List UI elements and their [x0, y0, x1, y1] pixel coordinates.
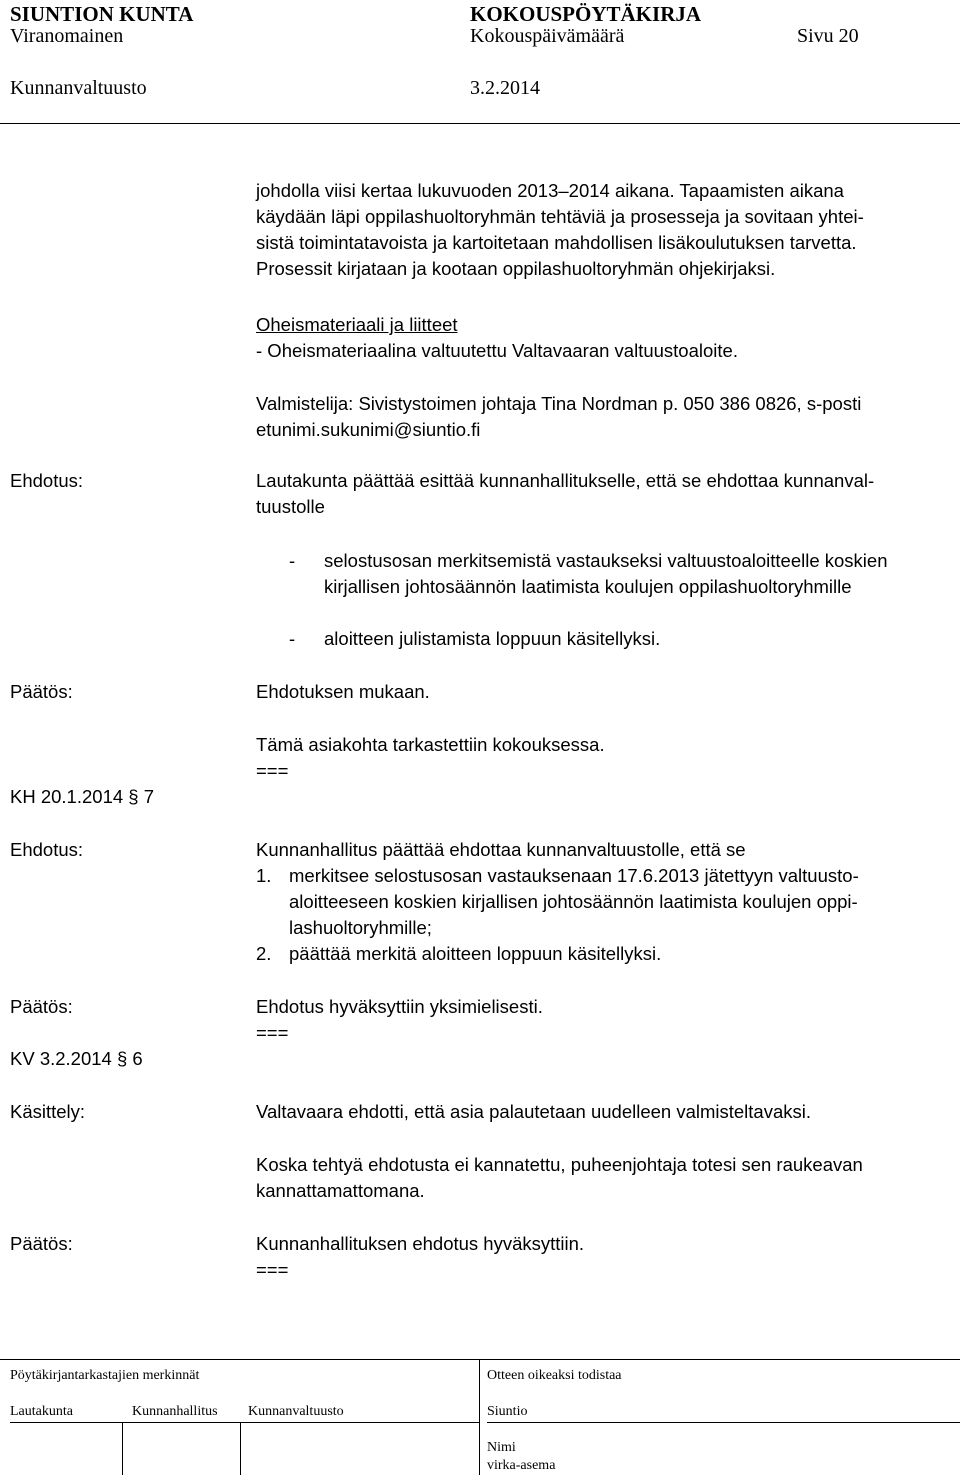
- intro-line: Prosessit kirjataan ja kootaan oppilashuoltoryhmän ohjekirjaksi.: [256, 258, 776, 279]
- kv-handling-label: Käsittely:: [10, 1101, 86, 1122]
- preparer-line: Valmistelija: Sivistystoimen johtaja Tina Nordman p. 050 386 0826, s-posti: [256, 393, 862, 414]
- signature-cell-divider: [122, 1422, 123, 1475]
- signature-line: [10, 1422, 479, 1423]
- checked-note: Tämä asiakohta tarkastettiin kokouksessa.: [256, 734, 605, 755]
- proposal-label: Ehdotus:: [10, 470, 84, 491]
- proposal-item-line: selostusosan merkitsemistä vastaukseksi valtuustoaloitteelle koskien: [324, 550, 888, 571]
- authority-name: Kunnanvaltuusto: [10, 77, 147, 99]
- kv-handling: Valtavaara ehdotti, että asia palautetaan uudelleen valmisteltavaksi.: [256, 1101, 812, 1122]
- decision-label: Päätös:: [10, 681, 73, 702]
- footer-divider: [0, 1359, 960, 1360]
- kv-handling-line: kannattamattomana.: [256, 1180, 425, 1201]
- checkers-label: Pöytäkirjantarkastajien merkinnät: [10, 1368, 200, 1383]
- intro-line: sistä toimintatavoista ja kartoitetaan mahdollisen lisäkoulutuksen tarvetta.: [256, 232, 857, 253]
- certified-label: Otteen oikeaksi todistaa: [487, 1368, 622, 1383]
- attachments-section: [256, 312, 738, 364]
- list-dash: -: [289, 628, 296, 649]
- separator: ===: [256, 1022, 289, 1043]
- meeting-date-label: Kokouspäivämäärä: [470, 25, 625, 47]
- proposal-text: [256, 468, 874, 520]
- header-divider: [0, 123, 960, 124]
- kh-item-line: päättää merkitä aloitteen loppuun käsitellyksi.: [289, 943, 662, 964]
- decision-text: Ehdotuksen mukaan.: [256, 681, 430, 702]
- footer-column-divider: [479, 1359, 480, 1475]
- footer-name-label: Nimi: [487, 1440, 516, 1455]
- kh-decision-label: Päätös:: [10, 996, 73, 1017]
- attachment-item: - Oheismateriaalina valtuutettu Valtavaaran valtuustoaloite.: [256, 340, 738, 361]
- footer-body: Lautakunta: [10, 1404, 73, 1419]
- attachments-heading[interactable]: Oheismateriaali ja liitteet: [256, 314, 458, 335]
- list-dash: -: [289, 550, 296, 571]
- kh-item-line: lashuoltoryhmille;: [289, 917, 432, 938]
- kh-item-line: aloitteeseen koskien kirjallisen johtosäännön laatimista koulujen oppi-: [289, 891, 858, 912]
- signature-cell-divider: [240, 1422, 241, 1475]
- kh-item-line: merkitsee selostusosan vastauksenaan 17.6.2013 jätettyyn valtuusto-: [289, 865, 859, 886]
- kh-decision: Ehdotus hyväksyttiin yksimielisesti.: [256, 996, 543, 1017]
- proposal-line: tuustolle: [256, 496, 325, 517]
- proposal-item-line: aloitteen julistamista loppuun käsitellyksi.: [324, 628, 661, 649]
- kh-proposal-label: Ehdotus:: [10, 839, 84, 860]
- intro-line: käydään läpi oppilashuoltoryhmän tehtäviä ja prosesseja ja sovitaan yhtei-: [256, 206, 864, 227]
- proposal-item: [324, 626, 660, 652]
- footer-body: Kunnanvaltuusto: [248, 1404, 344, 1419]
- kh-item: [289, 863, 859, 941]
- kh-item-number: 1.: [256, 865, 272, 886]
- preparer-email: etunimi.sukunimi@siuntio.fi: [256, 419, 481, 440]
- intro-paragraph: [256, 178, 864, 282]
- preparer-info: [256, 391, 861, 443]
- kv-handling-note: [256, 1152, 863, 1204]
- separator: ===: [256, 760, 289, 781]
- kv-reference: KV 3.2.2014 § 6: [10, 1048, 143, 1069]
- footer-place: Siuntio: [487, 1404, 528, 1419]
- intro-line: johdolla viisi kertaa lukuvuoden 2013–2014 aikana. Tapaamisten aikana: [256, 180, 844, 201]
- footer-body: Kunnanhallitus: [132, 1404, 218, 1419]
- proposal-item-line: kirjallisen johtosäännön laatimista koulujen oppilashuoltoryhmille: [324, 576, 852, 597]
- signature-line: [487, 1422, 960, 1423]
- kh-reference: KH 20.1.2014 § 7: [10, 786, 154, 807]
- authority-label: Viranomainen: [10, 25, 124, 47]
- separator: ===: [256, 1259, 289, 1280]
- kh-item: [289, 941, 661, 967]
- kv-decision: Kunnanhallituksen ehdotus hyväksyttiin.: [256, 1233, 585, 1254]
- proposal-line: Lautakunta päättää esittää kunnanhallitukselle, että se ehdottaa kunnanval-: [256, 470, 875, 491]
- document-type: KOKOUSPÖYTÄKIRJA: [470, 2, 702, 26]
- kh-item-number: 2.: [256, 943, 272, 964]
- kv-handling-line: Koska tehtyä ehdotusta ei kannatettu, puheenjohtaja totesi sen raukeavan: [256, 1154, 863, 1175]
- kh-proposal-intro: Kunnanhallitus päättää ehdottaa kunnanvaltuustolle, että se: [256, 839, 746, 860]
- footer-title-label: virka-asema: [487, 1458, 556, 1473]
- meeting-date: 3.2.2014: [470, 77, 540, 99]
- proposal-item: [324, 548, 887, 600]
- org-name: SIUNTION KUNTA: [10, 2, 194, 26]
- kv-decision-label: Päätös:: [10, 1233, 73, 1254]
- page-number: Sivu 20: [797, 25, 859, 47]
